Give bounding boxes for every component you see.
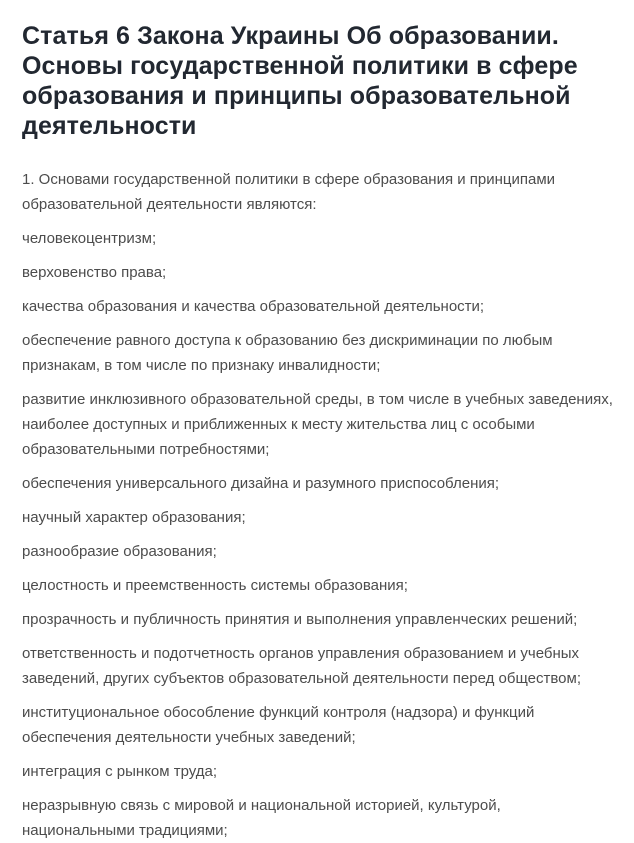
paragraph: целостность и преемственность системы образования; xyxy=(22,577,408,594)
paragraph: человекоцентризм; xyxy=(22,230,157,247)
paragraph: интеграция с рынком труда; xyxy=(22,763,218,780)
paragraph: обеспечение равного доступа к образованию без дискриминации по любым признакам, в том числе по признаку инвалидности; xyxy=(22,332,553,374)
article-title: Статья 6 Закона Украины Об образовании. Основы государственной политики в сфере образования и принципы образовательной деятельности xyxy=(22,22,578,140)
paragraph: научный характер образования; xyxy=(22,509,246,526)
paragraph: институциональное обособление функций контроля (надзора) и функций обеспечения деятельности учебных заведений; xyxy=(22,704,535,746)
article-body xyxy=(22,167,616,843)
paragraph: качества образования и качества образовательной деятельности; xyxy=(22,298,485,315)
paragraph: прозрачность и публичность принятия и выполнения управленческих решений; xyxy=(22,611,578,628)
paragraph: развитие инклюзивного образовательной среды, в том числе в учебных заведениях, наиболее доступных и приближенных к месту жительства лиц с особыми образовательными потребностями; xyxy=(22,391,613,458)
paragraph: ответственность и подотчетность органов управления образованием и учебных заведений, других субъектов образовательной деятельности перед обществом; xyxy=(22,645,581,687)
paragraph: разнообразие образования; xyxy=(22,543,217,560)
paragraph: 1. Основами государственной политики в сфере образования и принципами образовательной деятельности являются: xyxy=(22,171,556,213)
paragraph: верховенство права; xyxy=(22,264,167,281)
paragraph: обеспечения универсального дизайна и разумного приспособления; xyxy=(22,475,500,492)
paragraph: неразрывную связь с мировой и национальной историей, культурой, национальными традициями; xyxy=(22,797,501,839)
